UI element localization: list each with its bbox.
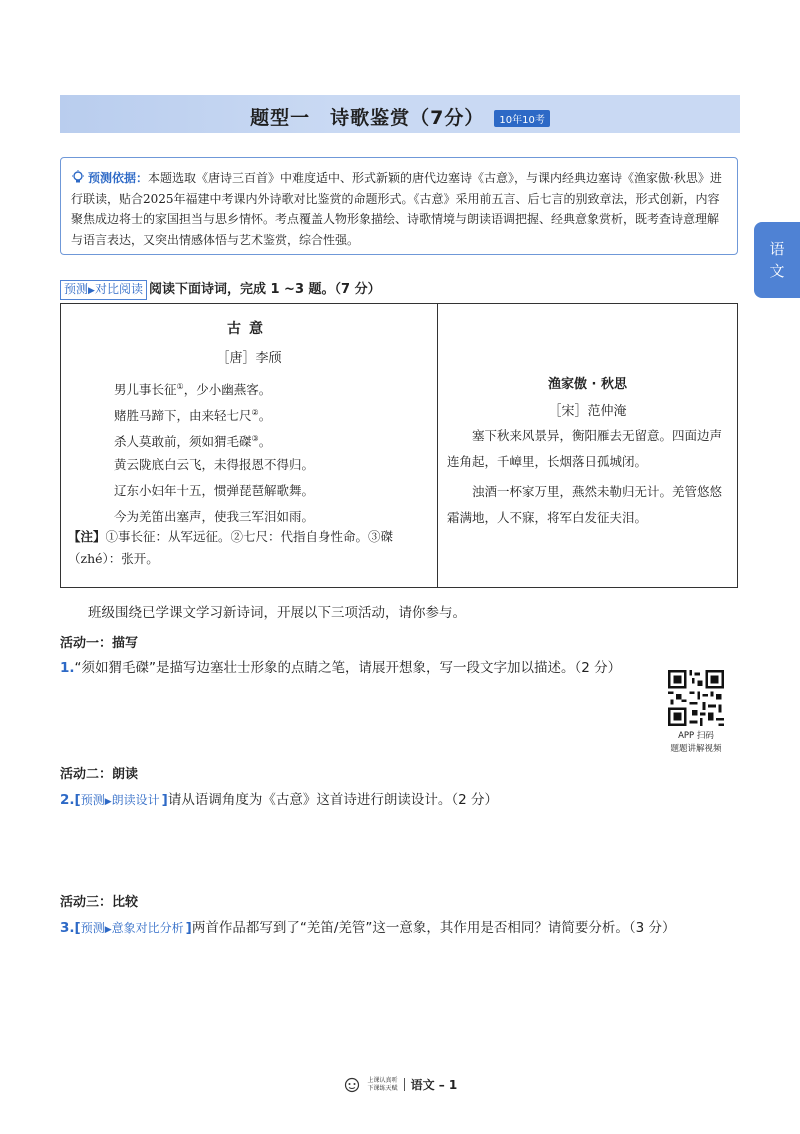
activity-3-heading: 活动三：比较 [60,895,139,910]
page-number: 语文 – 1 [410,1078,458,1092]
prediction-text: 本题选取《唐诗三百首》中难度适中、形式新颖的唐代边塞诗《古意》，与课内经典边塞诗《渔家傲·秋思》进行联读，贴合2025年福建中考课内外诗歌对比鉴赏的命题形式。《古意》采用前五言、后七言的别致章法，形式创新，内容聚焦成边将士的家国担当与思乡情怀。考点覆盖人物形象描绘、诗歌情境与朗读语调把握、经典意象赏析，既考查诗意理解与语言表达，又突出情感体悟与艺术鉴赏，综合性强。 [71,171,722,247]
triangle-right-icon: ▶ [104,925,112,935]
question-text: “须如猬毛磔”是描写边塞壮士形象的点睛之笔，请展开想象，写一段文字加以描述。（2 分） [74,660,622,676]
question-1 [60,656,621,676]
footer-slogan [368,1077,398,1093]
line-rest: 。 [258,434,272,450]
question-number: 1. [60,660,75,676]
instruction-text: 阅读下面诗词，完成 1 ~3 题。（7 分） [148,282,381,297]
poem-yujiaao-stanza-1: 塞下秋来风景异，衡阳雁去无留意。四面边声连角起，千嶂里，长烟落日孤城闭。 [447,428,723,469]
tag-right-text: 对比阅读 [94,282,143,296]
poem-guyi-title: 古意 [227,321,271,337]
prediction-label: 预测依据： [88,171,149,185]
reading-instruction [60,278,381,300]
line-text: 辽东小妇年十五，惯弹琵琶解歌舞。 [114,483,315,498]
poem-line [68,426,430,452]
note-text: ①事长征：从军远征。②七尺：代指自身性命。③磔（zhé）：张开。 [68,529,394,566]
activity-1-heading: 活动一：描写 [60,636,139,651]
tag-right-text: 朗读设计 [111,793,160,807]
line-text: 男儿事长征 [114,382,177,398]
poem-line [68,478,430,504]
footer-divider [404,1078,405,1091]
tag-right-text: 意象对比分析 [111,921,184,935]
triangle-right-icon: ▶ [104,797,112,807]
tag-left-text: 预测 [80,921,105,935]
qr-caption-line-1: APP 扫码 [678,731,714,741]
line-text: 杀人莫敢前，须如猬毛磔 [114,434,252,450]
poem-guyi [68,318,430,530]
question-3 [60,916,676,938]
activity-intro: 班级围绕已学课文学习新诗词，开展以下三项活动，请你参与。 [88,605,466,621]
triangle-right-icon: ▶ [88,286,95,296]
question-number: 2. [60,792,75,808]
recitation-design-tag [81,792,160,810]
footnote-mark: ② [251,408,259,417]
poem-line [68,400,430,426]
poem-guyi-author: ［唐］李颀 [216,351,282,366]
page-footer [0,1076,800,1093]
line-text: 今为羌笛出塞声，使我三军泪如雨。 [114,509,315,524]
qr-caption [650,730,742,756]
prediction-basis-box [60,157,738,255]
imagery-compare-tag [81,920,184,938]
tag-left-text: 预测 [80,793,105,807]
line-rest: ，少小幽燕客。 [183,382,272,398]
poem-guyi-lines [68,374,430,530]
question-number: 3. [60,920,75,936]
lightbulb-icon [71,170,85,184]
poem-yujiaao-stanza-2: 浊酒一杯家万里，燕然未勒归无计。羌管悠悠霜满地，人不寐，将军白发征夫泪。 [447,484,723,525]
question-text: 请从语调角度为《古意》这首诗进行朗读设计。（2 分） [167,792,498,808]
poem-yujiaao-title: 渔家傲 · 秋思 [548,377,627,392]
bracket-close: ] [161,792,168,808]
footnote-mark: ③ [251,434,259,443]
line-rest: 。 [258,408,272,424]
poem-table-divider [437,303,438,588]
tag-left-text: 预测 [64,282,89,296]
subject-side-tab[interactable] [754,222,800,298]
note-label: 【注】 [68,529,106,544]
bracket-open: [ [74,792,81,808]
poem-line [68,374,430,400]
poem-yujiaao-author: ［宋］范仲淹 [548,404,627,419]
exam-frequency-badge: 10年10考 [494,110,549,127]
poem-yujiaao [445,318,730,531]
section-title-text: 题型一 诗歌鉴赏（7分） [250,107,485,129]
compare-reading-tag [60,280,147,300]
poem-guyi-note [68,526,430,570]
qr-code-icon[interactable] [668,670,724,726]
activity-2-heading: 活动二：朗读 [60,767,139,782]
qr-caption-line-2: 题题讲解视频 [670,744,722,754]
bracket-open: [ [74,920,81,936]
slogan-line-1: 上课认真听 [367,1076,398,1084]
question-text: 两首作品都写到了“羌笛/羌管”这一意象，其作用是否相同？请简要分析。（3 分） [191,920,676,936]
side-tab-char-2: 文 [769,262,785,280]
bracket-close: ] [185,920,192,936]
section-title [0,103,800,130]
footnote-mark: ① [176,382,184,391]
slogan-line-2: 下课练天赋 [367,1084,398,1092]
line-text: 赌胜马蹄下，由来轻七尺 [114,408,252,424]
line-text: 黄云陇底白云飞，未得报恩不得归。 [114,457,315,472]
poem-line [68,452,430,478]
question-2 [60,788,498,810]
side-tab-char-1: 语 [769,240,785,258]
mascot-logo-icon [343,1077,361,1093]
